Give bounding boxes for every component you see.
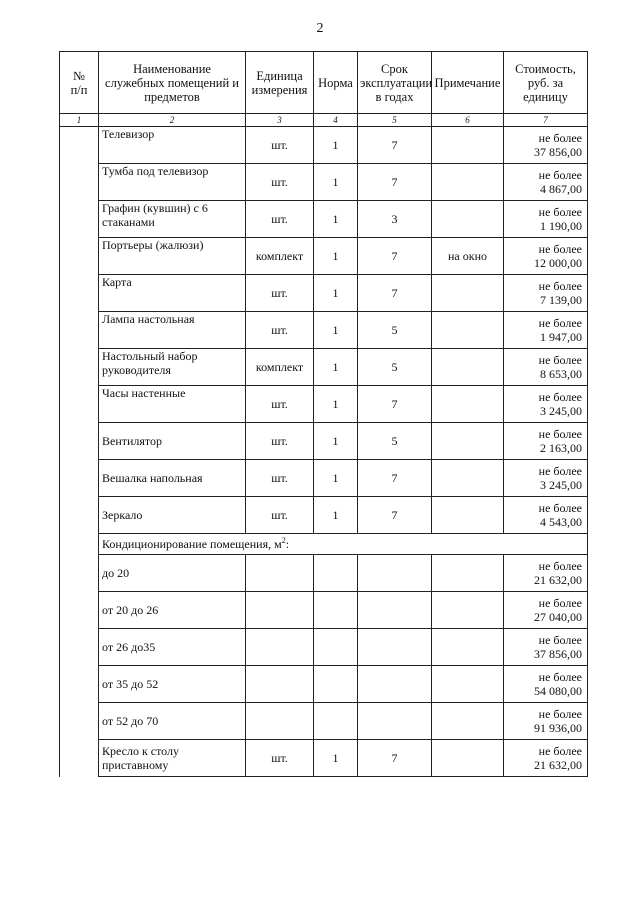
item-price: не более 12 000,00 — [504, 238, 588, 275]
section-row — [60, 534, 588, 555]
table-row — [60, 201, 588, 238]
table-row — [60, 423, 588, 460]
item-norm: 1 — [314, 201, 358, 238]
row-number-cell — [60, 555, 99, 592]
item-norm — [314, 592, 358, 629]
item-norm — [314, 629, 358, 666]
item-note — [432, 460, 504, 497]
item-price: не более 54 080,00 — [504, 666, 588, 703]
item-price: не более 3 245,00 — [504, 460, 588, 497]
item-unit — [246, 555, 314, 592]
header-num — [60, 52, 99, 114]
table-row — [60, 127, 588, 164]
item-price: не более 37 856,00 — [504, 127, 588, 164]
item-unit: шт. — [246, 312, 314, 349]
header-num-text: № п/п — [70, 68, 88, 97]
item-term: 7 — [358, 460, 432, 497]
item-term — [358, 629, 432, 666]
item-note — [432, 349, 504, 386]
item-term — [358, 592, 432, 629]
item-term — [358, 703, 432, 740]
item-note — [432, 127, 504, 164]
item-norm — [314, 555, 358, 592]
row-number-cell — [60, 312, 99, 349]
table-row — [60, 740, 588, 777]
item-norm: 1 — [314, 238, 358, 275]
item-unit: шт. — [246, 164, 314, 201]
row-number-cell — [60, 349, 99, 386]
item-price: не более 1 947,00 — [504, 312, 588, 349]
item-name: Тумба под телевизор — [99, 164, 246, 201]
section-title-colon: : — [285, 537, 290, 551]
row-number-cell — [60, 497, 99, 534]
table-row — [60, 703, 588, 740]
column-number: 3 — [246, 114, 314, 127]
column-number: 6 — [432, 114, 504, 127]
item-norm — [314, 666, 358, 703]
item-price: не более 21 632,00 — [504, 555, 588, 592]
item-term: 7 — [358, 740, 432, 777]
items-body — [60, 127, 588, 777]
page-number: 2 — [316, 21, 324, 36]
item-norm: 1 — [314, 497, 358, 534]
item-note — [432, 666, 504, 703]
table-row — [60, 386, 588, 423]
item-price: не более 27 040,00 — [504, 592, 588, 629]
item-name: Вентилятор — [99, 423, 246, 460]
column-number: 5 — [358, 114, 432, 127]
item-unit: комплект — [246, 238, 314, 275]
table-row — [60, 349, 588, 386]
item-name: Карта — [99, 275, 246, 312]
item-name: от 52 до 70 — [99, 703, 246, 740]
header-unit — [246, 52, 314, 114]
row-number-cell — [60, 386, 99, 423]
item-norm: 1 — [314, 127, 358, 164]
item-unit: шт. — [246, 497, 314, 534]
column-number: 4 — [314, 114, 358, 127]
item-unit — [246, 703, 314, 740]
item-unit: шт. — [246, 275, 314, 312]
header-unit-text: Единица измерения — [251, 68, 308, 97]
item-price: не более 1 190,00 — [504, 201, 588, 238]
item-term: 7 — [358, 127, 432, 164]
item-name: Лампа настольная — [99, 312, 246, 349]
row-number-cell — [60, 460, 99, 497]
item-unit: шт. — [246, 386, 314, 423]
section-unit-superscript: 2 — [281, 536, 286, 545]
item-unit: шт. — [246, 127, 314, 164]
table-row — [60, 497, 588, 534]
item-unit — [246, 592, 314, 629]
item-norm: 1 — [314, 460, 358, 497]
header-term-text: Срок эксплуатации в годах — [360, 61, 433, 104]
item-note — [432, 201, 504, 238]
item-price: не более 21 632,00 — [504, 740, 588, 777]
header-term — [358, 52, 432, 114]
row-number-cell — [60, 238, 99, 275]
header-note-text: Примечание — [434, 75, 501, 90]
item-price: не более 4 867,00 — [504, 164, 588, 201]
item-term: 3 — [358, 201, 432, 238]
item-name: Телевизор — [99, 127, 246, 164]
row-number-cell — [60, 275, 99, 312]
item-term: 7 — [358, 164, 432, 201]
item-norm — [314, 703, 358, 740]
row-number-cell — [60, 703, 99, 740]
item-price: не более 4 543,00 — [504, 497, 588, 534]
header-price — [504, 52, 588, 114]
item-price: не более 37 856,00 — [504, 629, 588, 666]
table-row — [60, 312, 588, 349]
row-number-cell — [60, 201, 99, 238]
item-unit: шт. — [246, 201, 314, 238]
column-number: 2 — [99, 114, 246, 127]
item-note — [432, 386, 504, 423]
item-norm: 1 — [314, 275, 358, 312]
table-row — [60, 238, 588, 275]
item-price: не более 2 163,00 — [504, 423, 588, 460]
header-norm — [314, 52, 358, 114]
table-row — [60, 460, 588, 497]
item-term: 5 — [358, 423, 432, 460]
row-number-cell — [60, 666, 99, 703]
item-norm: 1 — [314, 423, 358, 460]
item-price: не более 7 139,00 — [504, 275, 588, 312]
header-name-text: Наименование служебных помещений и предметов — [105, 61, 239, 104]
row-number-cell — [60, 740, 99, 777]
item-note — [432, 312, 504, 349]
item-term: 7 — [358, 386, 432, 423]
table-row — [60, 275, 588, 312]
item-unit: шт. — [246, 740, 314, 777]
item-unit: шт. — [246, 460, 314, 497]
item-name: Графин (кувшин) с 6 стаканами — [99, 201, 246, 238]
item-note — [432, 497, 504, 534]
item-price: не более 91 936,00 — [504, 703, 588, 740]
item-norm: 1 — [314, 312, 358, 349]
column-number: 7 — [504, 114, 588, 127]
item-note: на окно — [432, 238, 504, 275]
item-note — [432, 423, 504, 460]
item-norm: 1 — [314, 386, 358, 423]
section-title-text: Кондиционирование помещения, м — [102, 537, 282, 551]
item-name: от 26 до35 — [99, 629, 246, 666]
furniture-norms-table — [59, 51, 588, 777]
item-name: Часы настенные — [99, 386, 246, 423]
header-name — [99, 52, 246, 114]
item-unit: комплект — [246, 349, 314, 386]
item-name: от 20 до 26 — [99, 592, 246, 629]
item-term — [358, 666, 432, 703]
item-price: не более 3 245,00 — [504, 386, 588, 423]
item-term: 7 — [358, 275, 432, 312]
item-note — [432, 592, 504, 629]
item-term: 5 — [358, 312, 432, 349]
section-title — [99, 534, 588, 555]
row-number-cell — [60, 629, 99, 666]
item-name: Кресло к столу приставному — [99, 740, 246, 777]
item-norm: 1 — [314, 164, 358, 201]
item-name: до 20 — [99, 555, 246, 592]
row-number-cell — [60, 592, 99, 629]
column-number-row — [60, 114, 588, 127]
table-row — [60, 666, 588, 703]
item-name: Вешалка напольная — [99, 460, 246, 497]
item-note — [432, 703, 504, 740]
item-note — [432, 629, 504, 666]
item-name: Настольный набор руководителя — [99, 349, 246, 386]
item-price: не более 8 653,00 — [504, 349, 588, 386]
item-term: 5 — [358, 349, 432, 386]
item-norm: 1 — [314, 349, 358, 386]
item-term — [358, 555, 432, 592]
item-unit — [246, 629, 314, 666]
row-number-cell — [60, 534, 99, 555]
item-name: Зеркало — [99, 497, 246, 534]
row-number-cell — [60, 423, 99, 460]
item-unit: шт. — [246, 423, 314, 460]
item-unit — [246, 666, 314, 703]
table-row — [60, 164, 588, 201]
table-row — [60, 555, 588, 592]
table-row — [60, 629, 588, 666]
column-number: 1 — [60, 114, 99, 127]
item-note — [432, 275, 504, 312]
item-note — [432, 164, 504, 201]
item-note — [432, 555, 504, 592]
header-price-text: Стоимость, руб. за единицу — [515, 61, 576, 104]
item-term: 7 — [358, 497, 432, 534]
header-note — [432, 52, 504, 114]
item-norm: 1 — [314, 740, 358, 777]
item-name: от 35 до 52 — [99, 666, 246, 703]
table-header — [60, 52, 588, 114]
header-norm-text: Норма — [318, 75, 353, 90]
row-number-cell — [60, 127, 99, 164]
row-number-cell — [60, 164, 99, 201]
item-name: Портьеры (жалюзи) — [99, 238, 246, 275]
item-term: 7 — [358, 238, 432, 275]
table-row — [60, 592, 588, 629]
item-note — [432, 740, 504, 777]
